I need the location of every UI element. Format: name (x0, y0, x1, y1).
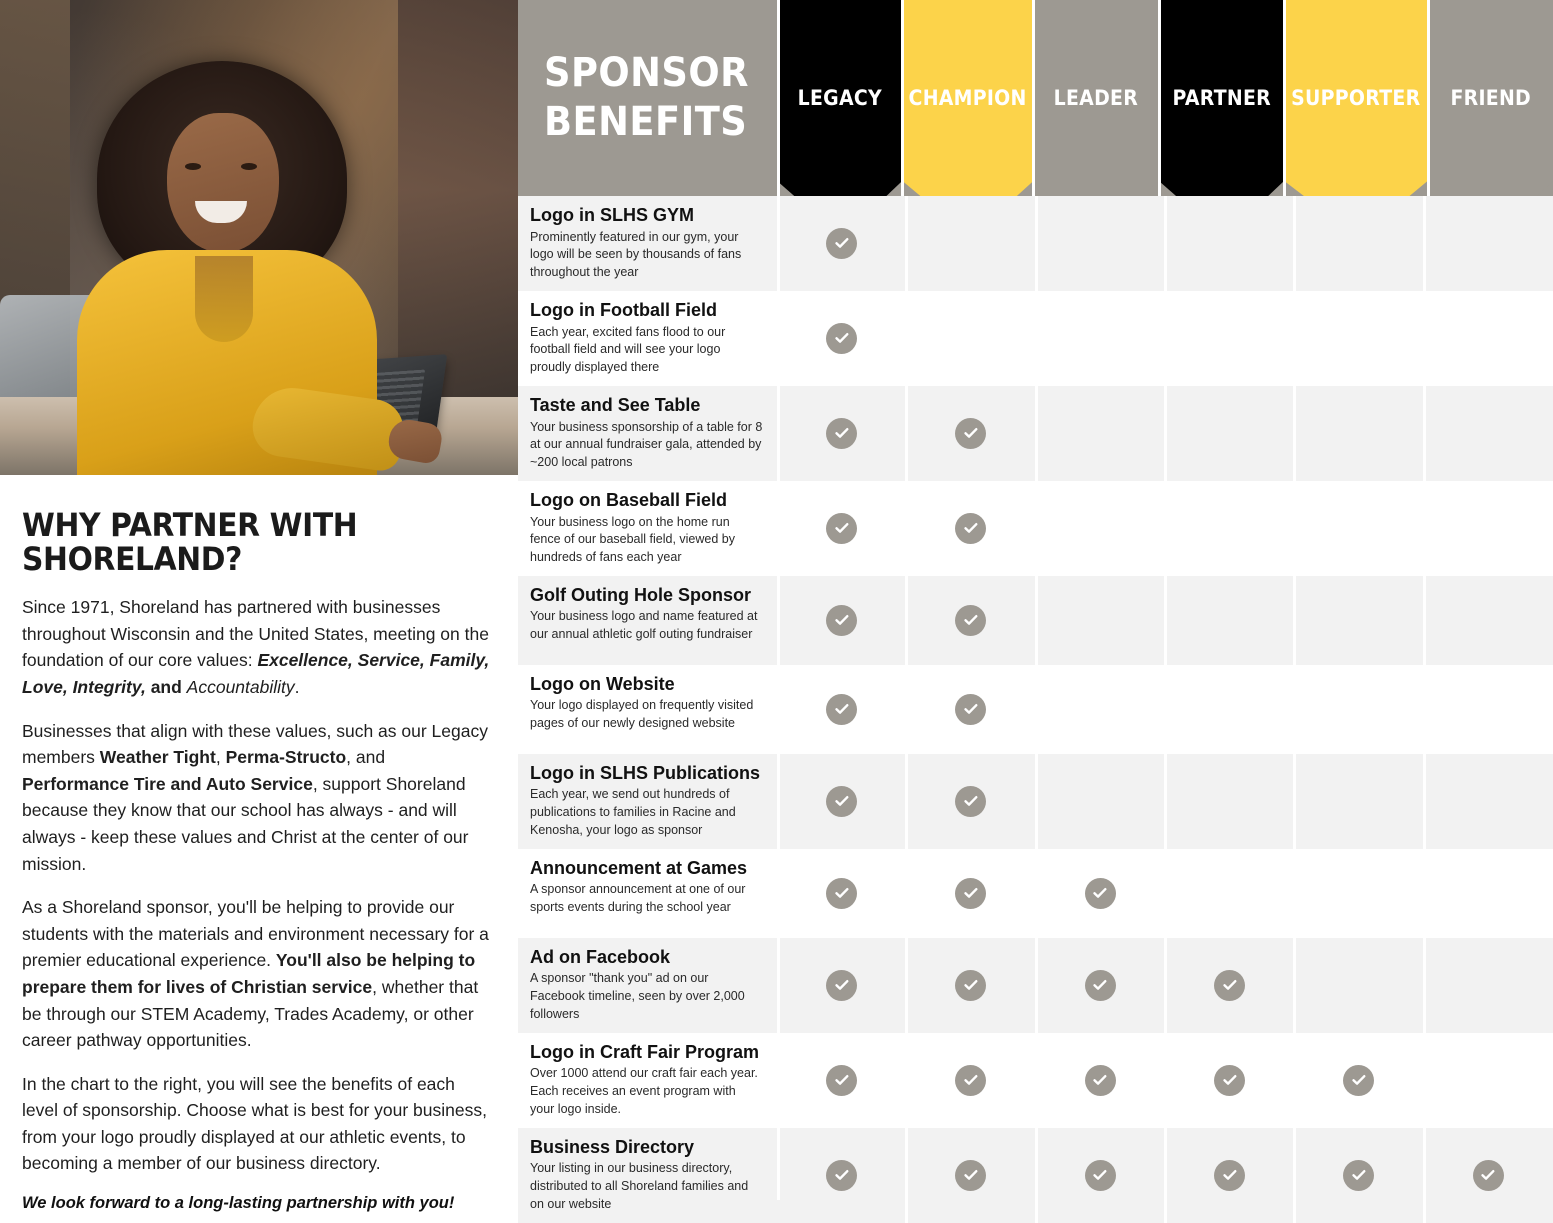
cell-divider (1293, 576, 1296, 665)
cell-divider (1035, 196, 1038, 291)
benefit-cell-legacy (777, 665, 906, 754)
page-title: WHY PARTNER WITH SHORELAND? (22, 506, 358, 578)
benefit-cell-partner (1165, 938, 1294, 1033)
cell-divider (1164, 665, 1167, 754)
benefit-cell-leader (1036, 849, 1165, 938)
cell-divider (905, 1033, 908, 1128)
tier-header-partner[interactable] (1159, 0, 1284, 196)
table-title (518, 0, 777, 196)
benefit-cell-leader (1036, 386, 1165, 481)
check-icon (955, 786, 986, 817)
table-row (518, 1033, 1553, 1128)
check-icon (826, 418, 857, 449)
body-copy (22, 594, 492, 1177)
benefits-table (518, 0, 1553, 1211)
benefit-cell-legacy (777, 849, 906, 938)
check-icon (826, 786, 857, 817)
check-icon (826, 228, 857, 259)
table-row (518, 754, 1553, 849)
tier-header-row (777, 0, 1553, 196)
tier-label: CHAMPION (908, 86, 1027, 110)
cell-divider (1035, 1033, 1038, 1128)
cell-divider (1164, 849, 1167, 938)
cell-divider (1035, 938, 1038, 1033)
check-icon (826, 323, 857, 354)
check-icon (955, 418, 986, 449)
benefit-cell-partner (1165, 291, 1294, 386)
body-paragraph (22, 718, 492, 878)
benefit-cell-partner (1165, 665, 1294, 754)
benefit-detail: Your business logo and name featured at our annual athletic golf outing fundraiser (530, 609, 758, 642)
cell-divider (1035, 291, 1038, 386)
text-run: Accountability (186, 676, 295, 697)
cell-divider (1293, 1128, 1296, 1223)
cell-divider (1035, 576, 1038, 665)
cell-divider (1164, 291, 1167, 386)
cell-divider (905, 386, 908, 481)
benefit-cell-legacy (777, 576, 906, 665)
photo-eye-right (241, 163, 257, 170)
text-run: . (294, 676, 300, 697)
benefit-cell-partner (1165, 849, 1294, 938)
tier-label: LEGACY (797, 86, 882, 110)
check-icon (1085, 1160, 1116, 1191)
cell-divider (1164, 196, 1167, 291)
benefit-cell-leader (1036, 1128, 1165, 1223)
benefit-description (518, 196, 777, 291)
text-run: Weather Tight (99, 747, 216, 768)
benefit-detail: Each year, excited fans flood to our football field and will see your logo proudly displayed there (530, 324, 726, 375)
check-icon (826, 1160, 857, 1191)
benefit-cell-partner (1165, 576, 1294, 665)
photo-eye-left (185, 163, 201, 170)
benefit-cell-partner (1165, 386, 1294, 481)
table-row (518, 576, 1553, 665)
cell-divider (1293, 1033, 1296, 1128)
benefit-cell-friend (1424, 849, 1553, 938)
benefit-cell-leader (1036, 481, 1165, 576)
cell-divider (905, 481, 908, 576)
benefit-name: Logo in SLHS GYM (530, 205, 694, 225)
cell-divider (1423, 576, 1426, 665)
benefit-description (518, 938, 777, 1033)
benefit-name: Logo in Craft Fair Program (530, 1041, 760, 1062)
tier-label: SUPPORTER (1291, 86, 1421, 110)
cell-divider (1293, 938, 1296, 1033)
cell-divider (905, 291, 908, 386)
cell-divider (1423, 291, 1426, 386)
benefit-cell-supporter (1294, 481, 1423, 576)
benefit-name: Logo on Website (530, 673, 675, 694)
cell-divider (905, 576, 908, 665)
benefit-description (518, 481, 777, 576)
tier-label: PARTNER (1172, 86, 1271, 110)
benefit-cell-champion (906, 196, 1035, 291)
cell-divider (905, 849, 908, 938)
table-row (518, 849, 1553, 938)
left-column (0, 0, 518, 1213)
table-title-line2: BENEFITS (544, 99, 748, 145)
benefit-name: Ad on Facebook (530, 946, 671, 967)
benefit-name: Logo in SLHS Publications (530, 762, 761, 783)
text-run: Businesses that align with these values, such as our Legacy members (22, 720, 488, 768)
benefit-cell-legacy (777, 481, 906, 576)
benefit-cell-leader (1036, 196, 1165, 291)
cell-divider (905, 1128, 908, 1223)
benefit-detail: Your logo displayed on frequently visited pages of our newly designed website (530, 698, 754, 731)
benefit-cell-friend (1424, 938, 1553, 1033)
cell-divider (1423, 1033, 1426, 1128)
cell-divider (1164, 1128, 1167, 1223)
text-run: , support Shoreland because they know that our school has always - and will always - keep these values and Christ at the center of our mission. (22, 773, 469, 874)
cell-divider (1293, 849, 1296, 938)
cell-divider (1164, 1033, 1167, 1128)
cell-divider (1035, 386, 1038, 481)
benefit-cell-champion (906, 849, 1035, 938)
cell-divider (1423, 196, 1426, 291)
benefit-cell-supporter (1294, 291, 1423, 386)
cell-divider (905, 754, 908, 849)
benefit-rows (518, 196, 1553, 1223)
student-photo (0, 0, 518, 475)
benefit-cell-friend (1424, 576, 1553, 665)
text-run: Since 1971, Shoreland has partnered with businesses throughout Wisconsin and the United States, meeting on the foundation of our core values: (22, 597, 489, 671)
table-row (518, 1128, 1553, 1223)
benefit-detail: A sponsor announcement at one of our sports events during the school year (530, 882, 746, 915)
table-row (518, 291, 1553, 386)
cell-divider (1164, 386, 1167, 481)
table-row (518, 386, 1553, 481)
cell-divider (1035, 849, 1038, 938)
cell-divider (1164, 754, 1167, 849)
cell-divider (1423, 386, 1426, 481)
cell-divider (1423, 665, 1426, 754)
table-row (518, 665, 1553, 754)
benefit-cell-leader (1036, 576, 1165, 665)
cell-divider (1035, 1128, 1038, 1223)
photo-person (55, 55, 385, 475)
tier-header-supporter[interactable] (1284, 0, 1428, 196)
check-icon (1343, 1065, 1374, 1096)
benefit-cell-champion (906, 1128, 1035, 1223)
benefit-name: Business Directory (530, 1136, 695, 1157)
benefit-cell-supporter (1294, 196, 1423, 291)
benefit-cell-supporter (1294, 386, 1423, 481)
benefit-cell-legacy (777, 386, 906, 481)
table-header (518, 0, 1553, 196)
benefit-description (518, 291, 777, 386)
cell-divider (1423, 754, 1426, 849)
benefit-cell-legacy (777, 196, 906, 291)
benefit-cell-champion (906, 754, 1035, 849)
cell-divider (1423, 849, 1426, 938)
benefit-cell-champion (906, 481, 1035, 576)
benefit-cell-partner (1165, 754, 1294, 849)
benefit-cell-legacy (777, 754, 906, 849)
left-text-block (0, 475, 518, 1213)
table-row (518, 196, 1553, 291)
cell-divider (1164, 938, 1167, 1033)
text-run: , whether that be through our STEM Academy, Trades Academy, or other career pathway opportunities. (22, 976, 479, 1051)
benefit-name: Logo in Football Field (530, 299, 717, 320)
benefit-description (518, 849, 777, 938)
check-icon (1473, 1160, 1504, 1191)
table-title-line1: SPONSOR (544, 50, 749, 97)
benefit-cell-partner (1165, 1033, 1294, 1128)
column-divider-0 (777, 0, 780, 1200)
cell-divider (1423, 1128, 1426, 1223)
benefit-cell-champion (906, 576, 1035, 665)
benefit-cell-leader (1036, 665, 1165, 754)
benefit-cell-friend (1424, 481, 1553, 576)
check-icon (826, 694, 857, 725)
body-paragraph (22, 1071, 492, 1177)
benefit-cell-supporter (1294, 576, 1423, 665)
benefit-cell-supporter (1294, 1033, 1423, 1128)
benefit-cell-friend (1424, 196, 1553, 291)
check-icon (1085, 878, 1116, 909)
body-paragraph (22, 594, 492, 700)
benefit-cell-leader (1036, 1033, 1165, 1128)
benefit-description (518, 386, 777, 481)
check-icon (826, 1065, 857, 1096)
benefit-name: Taste and See Table (530, 394, 701, 415)
cell-divider (1293, 386, 1296, 481)
cell-divider (1035, 665, 1038, 754)
text-run: Performance Tire and Auto Service (22, 773, 313, 794)
benefit-cell-champion (906, 1033, 1035, 1128)
tier-label: LEADER (1053, 86, 1139, 110)
benefit-detail: A sponsor "thank you" ad on our Facebook timeline, seen by over 2,000 followers (530, 971, 745, 1021)
benefit-cell-legacy (777, 1033, 906, 1128)
benefit-cell-supporter (1294, 665, 1423, 754)
cell-divider (1293, 291, 1296, 386)
text-run: In the chart to the right, you will see the benefits of each level of sponsorship. Choose what is best for your business, from your logo proudly displayed at our athletic events, to becoming a member of our business directory. (22, 1073, 487, 1174)
benefit-cell-friend (1424, 386, 1553, 481)
check-icon (955, 1065, 986, 1096)
check-icon (826, 513, 857, 544)
closing-line: We look forward to a long-lasting partnership with you! (22, 1194, 455, 1213)
check-icon (1343, 1160, 1374, 1191)
text-run: You'll also be helping to prepare them for lives of Christian service (22, 950, 476, 997)
cell-divider (1164, 481, 1167, 576)
benefit-cell-legacy (777, 291, 906, 386)
benefit-name: Announcement at Games (530, 857, 748, 878)
benefit-detail: Prominently featured in our gym, your logo will be seen by thousands of fans throughout the year (530, 229, 742, 280)
text-run: Perma-Structo (225, 747, 347, 768)
benefit-detail: Your business sponsorship of a table for 8 at our annual fundraiser gala, attended by ~200 local patrons (530, 419, 763, 470)
benefit-cell-champion (906, 665, 1035, 754)
benefit-cell-champion (906, 386, 1035, 481)
check-icon (1085, 1065, 1116, 1096)
check-icon (826, 970, 857, 1001)
benefit-cell-supporter (1294, 849, 1423, 938)
benefit-cell-friend (1424, 1128, 1553, 1223)
tier-header-friend[interactable] (1428, 0, 1553, 196)
benefit-name: Golf Outing Hole Sponsor (530, 584, 751, 605)
tier-header-leader[interactable] (1033, 0, 1158, 196)
table-row (518, 938, 1553, 1033)
benefit-cell-friend (1424, 665, 1553, 754)
benefit-cell-champion (906, 291, 1035, 386)
check-icon (826, 605, 857, 636)
check-icon (1214, 970, 1245, 1001)
benefit-cell-partner (1165, 1128, 1294, 1223)
benefit-cell-leader (1036, 291, 1165, 386)
benefit-detail: Your listing in our business directory, distributed to all Shoreland families and on our website (530, 1161, 749, 1211)
check-icon (826, 878, 857, 909)
tier-header-champion[interactable] (902, 0, 1033, 196)
cell-divider (1293, 481, 1296, 576)
cell-divider (905, 938, 908, 1033)
text-run: , and (346, 747, 386, 768)
benefit-cell-friend (1424, 754, 1553, 849)
benefit-cell-supporter (1294, 1128, 1423, 1223)
cell-divider (1293, 665, 1296, 754)
text-run: , (215, 747, 226, 768)
table-row (518, 481, 1553, 576)
benefit-description (518, 1033, 777, 1128)
benefit-cell-champion (906, 938, 1035, 1033)
benefit-cell-supporter (1294, 754, 1423, 849)
cell-divider (1035, 481, 1038, 576)
benefit-cell-leader (1036, 754, 1165, 849)
benefit-name: Logo on Baseball Field (530, 489, 728, 510)
check-icon (955, 605, 986, 636)
check-icon (955, 513, 986, 544)
benefit-description (518, 665, 777, 754)
benefit-cell-partner (1165, 481, 1294, 576)
check-icon (955, 694, 986, 725)
benefit-detail: Each year, we send out hundreds of publications to families in Racine and Kenosha, your logo as sponsor (530, 787, 736, 837)
cell-divider (1293, 196, 1296, 291)
benefit-cell-friend (1424, 1033, 1553, 1128)
cell-divider (905, 665, 908, 754)
benefit-cell-supporter (1294, 938, 1423, 1033)
benefit-cell-partner (1165, 196, 1294, 291)
benefit-detail: Your business logo on the home run fence of our baseball field, viewed by hundreds of fans each year (530, 514, 735, 564)
body-paragraph (22, 894, 492, 1054)
benefit-detail: Over 1000 attend our craft fair each year. Each receives an event program with your logo inside. (530, 1066, 758, 1116)
cell-divider (1035, 754, 1038, 849)
check-icon (955, 970, 986, 1001)
cell-divider (1423, 938, 1426, 1033)
benefit-description (518, 1128, 777, 1223)
photo-face (167, 113, 279, 253)
tier-label: FRIEND (1450, 86, 1531, 110)
benefit-cell-friend (1424, 291, 1553, 386)
benefit-cell-legacy (777, 1128, 906, 1223)
check-icon (955, 1160, 986, 1191)
check-icon (955, 878, 986, 909)
cell-divider (1293, 754, 1296, 849)
cell-divider (1164, 576, 1167, 665)
cell-divider (1423, 481, 1426, 576)
tier-header-legacy[interactable] (777, 0, 902, 196)
text-run: As a Shoreland sponsor, you'll be helping to provide our students with the materials and environment necessary for a premier educational experience. (22, 897, 489, 971)
benefit-description (518, 754, 777, 849)
benefit-cell-legacy (777, 938, 906, 1033)
cell-divider (905, 196, 908, 291)
benefit-description (518, 576, 777, 665)
check-icon (1085, 970, 1116, 1001)
text-run: Excellence, Service, Family, Love, Integrity, (22, 650, 490, 697)
check-icon (1214, 1065, 1245, 1096)
text-run: and (145, 676, 187, 697)
benefit-cell-leader (1036, 938, 1165, 1033)
check-icon (1214, 1160, 1245, 1191)
